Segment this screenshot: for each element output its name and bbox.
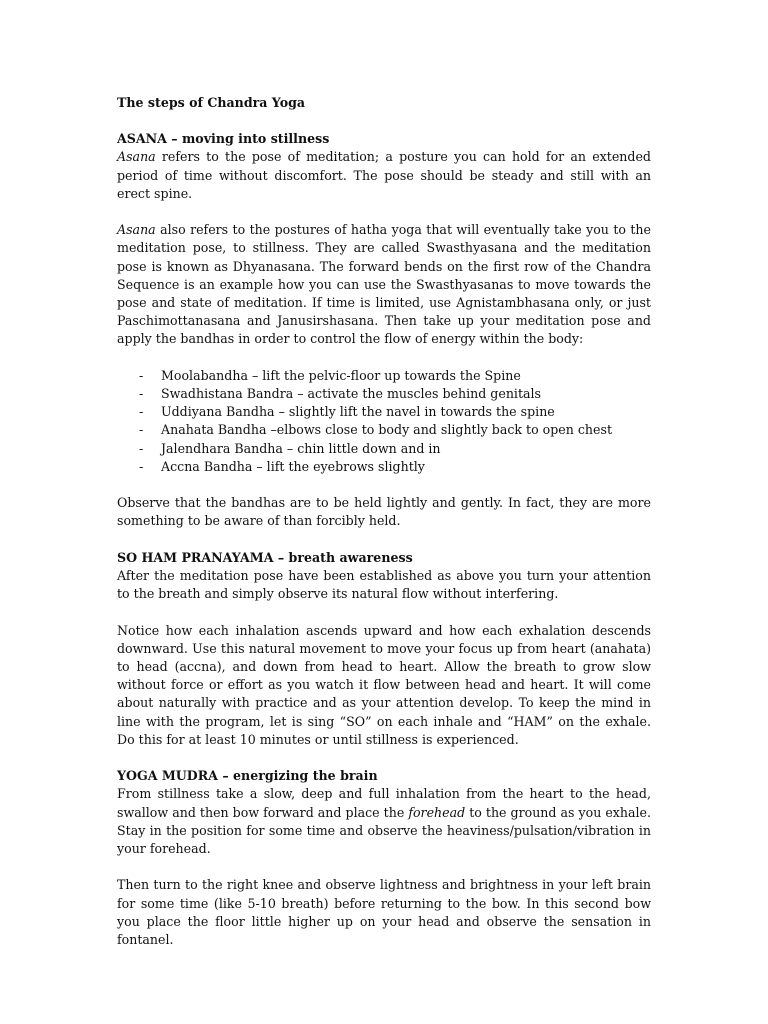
list-item — [117, 440, 651, 458]
mudra-paragraph-1-text-b: to the ground as you exhale. Stay in the position for some time and observe the heaviness/pulsation/vibration in your forehead. — [117, 804, 652, 857]
mudra-paragraph-1-text-a: From stillness take a slow, deep and full inhalation from the heart to the head, swallow and then bow forward and place the — [117, 786, 651, 820]
spacer — [117, 749, 651, 767]
mudra-paragraph-2: Then turn to the right knee and observe lightness and brightness in your left brain for some time (like 5-10 breath) before returning to the bow. In this second bow you place the floor little higher up on your head and observe the sensation in fontanel. — [117, 877, 651, 948]
spacer — [117, 476, 651, 494]
list-item-text: Moolabandha – lift the pelvic-floor up towards the Spine — [161, 367, 521, 383]
document-title: The steps of Chandra Yoga — [117, 95, 306, 110]
list-item-text: Jalendhara Bandha – chin little down and in — [161, 440, 441, 456]
list-item-text: Uddiyana Bandha – slightly lift the navel in towards the spine — [161, 404, 555, 420]
list-item — [117, 458, 651, 476]
mudra-term-forehead: forehead — [408, 804, 466, 820]
list-item — [117, 367, 651, 385]
bullet-dash: - — [139, 404, 144, 420]
spacer — [117, 858, 651, 876]
spacer — [117, 203, 651, 221]
list-item-text: Accna Bandha – lift the eyebrows slightly — [161, 458, 425, 474]
asana-paragraph-2 — [117, 221, 651, 348]
bullet-dash: - — [139, 386, 144, 402]
mudra-paragraph-1 — [117, 785, 651, 858]
asana-paragraph-1 — [117, 148, 651, 203]
spacer — [117, 531, 651, 549]
bullet-dash: - — [139, 458, 144, 474]
list-item — [117, 385, 651, 403]
document-page — [117, 94, 651, 949]
asana-term-2: Asana — [117, 222, 156, 238]
soham-paragraph-1: After the meditation pose have been established as above you turn your attention to the breath and simply observe its natural flow without interfering. — [117, 568, 651, 602]
asana-paragraph-1-text: refers to the pose of meditation; a posture you can hold for an extended period of time without discomfort. The pose should be steady and still with an erect spine. — [117, 149, 651, 201]
asana-paragraph-3: Observe that the bandhas are to be held lightly and gently. In fact, they are more something to be aware of than forcibly held. — [117, 495, 651, 529]
soham-heading: SO HAM PRANAYAMA – breath awareness — [117, 549, 413, 565]
bullet-dash: - — [139, 367, 144, 383]
asana-paragraph-2-text: also refers to the postures of hatha yoga that will eventually take you to the meditation pose, to stillness. They are called Swasthyasana and the meditation pose is known as Dhyanasana. The forward bends on the first row of the Chandra Sequence is an example how you can use the Swasthyasanas to move towards the pose and state of meditation. If time is limited, use Agnistambhasana only, or just Paschimottanasana and Janusirshasana. Then take up your meditation pose and apply the bandhas in order to control the flow of energy within the body: — [117, 222, 651, 347]
asana-term-1: Asana — [117, 149, 156, 165]
list-item — [117, 421, 651, 439]
list-item-text: Swadhistana Bandra – activate the muscles behind genitals — [161, 386, 542, 402]
spacer — [117, 349, 651, 367]
list-item-text: Anahata Bandha –elbows close to body and slightly back to open chest — [161, 422, 613, 438]
bandha-list — [117, 367, 651, 476]
mudra-heading: YOGA MUDRA – energizing the brain — [117, 768, 378, 784]
bullet-dash: - — [139, 440, 144, 456]
soham-paragraph-2: Notice how each inhalation ascends upward and how each exhalation descends downward. Use this natural movement to move your focus up from heart (anahata) to head (accna), and down from head to heart. Allow the breath to grow slow without force or effort as you watch it flow between head and heart. It will come about naturally with practice and as your attention develop. To keep the mind in line with the program, let is sing “SO” on each inhale and “HAM” on the exhale. Do this for at least 10 minutes or until stillness is experienced. — [117, 622, 651, 747]
list-item — [117, 403, 651, 421]
bullet-dash: - — [139, 422, 144, 438]
asana-heading: ASANA – moving into stillness — [117, 131, 330, 147]
spacer — [117, 603, 651, 621]
